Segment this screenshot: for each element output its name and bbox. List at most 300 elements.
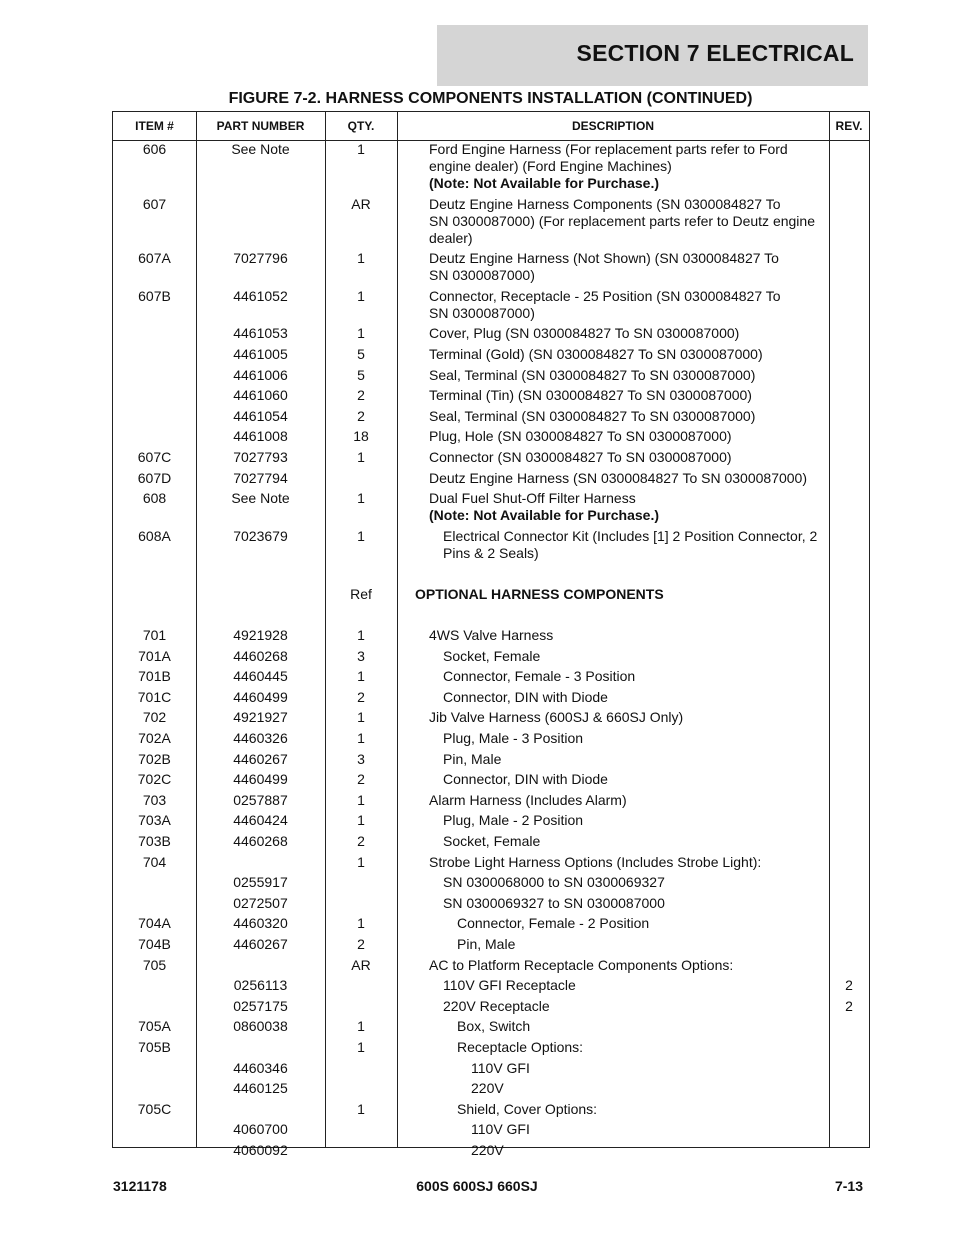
revision <box>829 1142 869 1159</box>
item-number: 608 <box>142 490 167 507</box>
description-line: Pin, Male <box>443 750 502 767</box>
quantity: 1 <box>357 730 365 747</box>
item-number <box>113 565 196 582</box>
table-row <box>113 936 869 953</box>
description <box>397 490 829 524</box>
description-line: OPTIONAL HARNESS COMPONENTS <box>415 585 664 602</box>
part-number <box>196 607 325 624</box>
revision <box>829 874 869 891</box>
table-row <box>113 387 869 404</box>
description <box>397 1121 829 1138</box>
revision <box>829 367 869 384</box>
item-number: 607A <box>138 250 171 267</box>
revision <box>829 141 869 192</box>
item-number: 705 <box>142 956 167 973</box>
quantity <box>325 470 397 487</box>
description-line: engine dealer) (Ford Engine Machines) <box>429 158 672 174</box>
revision <box>829 428 869 445</box>
part-number: 4460499 <box>233 688 288 705</box>
item-number <box>113 1121 196 1138</box>
description-line: Terminal (Tin) (SN 0300084827 To SN 0300087000) <box>429 387 752 404</box>
table-row <box>113 288 869 322</box>
part-number: 4461060 <box>233 387 288 404</box>
quantity: 1 <box>357 1100 365 1117</box>
description-note: (Note: Not Available for Purchase.) <box>429 507 660 524</box>
revision <box>829 833 869 850</box>
item-number: 701A <box>138 647 171 664</box>
part-number: See Note <box>231 490 290 507</box>
revision <box>829 346 869 363</box>
item-number <box>113 874 196 891</box>
quantity <box>325 998 397 1015</box>
description-note: (Note: Not Available for Purchase.) <box>429 175 660 191</box>
revision <box>829 812 869 829</box>
table-row <box>113 771 869 788</box>
quantity: 1 <box>357 527 365 544</box>
revision <box>829 470 869 487</box>
part-number <box>196 1101 325 1118</box>
table-row <box>113 490 869 524</box>
section-title: SECTION 7 ELECTRICAL <box>576 40 854 66</box>
item-number <box>113 428 196 445</box>
table-row <box>113 196 869 247</box>
quantity: 1 <box>357 791 365 808</box>
description-line: 4WS Valve Harness <box>429 627 554 644</box>
item-number: 703A <box>138 812 171 829</box>
description-line: Connector, DIN with Diode <box>443 688 608 705</box>
table-row <box>113 915 869 932</box>
description <box>397 565 829 582</box>
description-line: Plug, Male - 2 Position <box>443 812 584 829</box>
quantity: 1 <box>357 1038 365 1055</box>
table-row <box>113 325 869 342</box>
quantity: 3 <box>357 647 365 664</box>
figure-title: FIGURE 7-2. HARNESS COMPONENTS INSTALLATION (CONTINUED) <box>228 90 753 107</box>
quantity <box>325 1080 397 1097</box>
revision <box>829 1060 869 1077</box>
description-line: dealer) <box>429 229 473 246</box>
item-number <box>113 977 196 994</box>
part-number: 4461052 <box>233 287 288 304</box>
item-number: 701C <box>137 688 172 705</box>
table-row <box>113 1101 869 1118</box>
table-row <box>113 1060 869 1077</box>
item-number <box>113 1080 196 1097</box>
quantity <box>325 1142 397 1159</box>
description-line: Dual Fuel Shut-Off Filter Harness <box>429 490 636 507</box>
description <box>397 627 829 644</box>
quantity: 2 <box>357 771 365 788</box>
item-number <box>113 408 196 425</box>
description <box>397 1101 829 1118</box>
description <box>397 428 829 445</box>
description-line: 110V GFI <box>471 1059 530 1076</box>
description-line: Plug, Male - 3 Position <box>443 730 584 747</box>
parts-table <box>112 111 870 1158</box>
table-row <box>113 751 869 768</box>
revision <box>829 689 869 706</box>
description <box>397 957 829 974</box>
revision <box>829 250 869 284</box>
description <box>397 648 829 665</box>
description <box>397 288 829 322</box>
revision <box>829 607 869 624</box>
table-row <box>113 470 869 487</box>
description-line: Box, Switch <box>457 1018 531 1035</box>
description-line: Connector, DIN with Diode <box>443 771 608 788</box>
quantity: 1 <box>357 325 365 342</box>
table-body <box>113 141 869 1163</box>
revision <box>829 854 869 871</box>
quantity: 1 <box>357 287 365 304</box>
part-number: 4460267 <box>233 936 288 952</box>
description-line: Deutz Engine Harness (Not Shown) (SN 0300084827 To <box>429 250 779 267</box>
part-number: 4461006 <box>233 366 288 383</box>
description-line: Alarm Harness (Includes Alarm) <box>429 791 627 808</box>
description <box>397 977 829 994</box>
quantity <box>325 607 397 624</box>
description-line: Jib Valve Harness (600SJ & 660SJ Only) <box>429 709 684 726</box>
quantity <box>325 895 397 912</box>
item-number <box>113 895 196 912</box>
description-line: Receptacle Options: <box>457 1038 584 1055</box>
item-number <box>113 586 196 603</box>
item-number <box>113 346 196 363</box>
quantity: 2 <box>357 688 365 705</box>
footer-models: 600S 600SJ 660SJ <box>416 1178 538 1194</box>
part-number: 0860038 <box>233 1018 288 1035</box>
description <box>397 586 829 603</box>
revision <box>829 1039 869 1056</box>
table-header <box>113 112 869 141</box>
table-row <box>113 1080 869 1097</box>
description-line: Pins & 2 Seals) <box>443 544 539 561</box>
revision <box>829 1121 869 1138</box>
description <box>397 998 829 1015</box>
quantity: 18 <box>353 428 369 445</box>
description-line: Connector, Receptacle - 25 Position (SN 0300084827 To <box>429 287 781 304</box>
revision <box>829 895 869 912</box>
quantity: 1 <box>357 853 365 870</box>
description <box>397 196 829 247</box>
revision <box>829 1080 869 1097</box>
description-line: SN 0300068000 to SN 0300069327 <box>443 874 665 891</box>
quantity <box>325 565 397 582</box>
part-number <box>196 1039 325 1056</box>
part-number: See Note <box>231 141 290 157</box>
table-row <box>113 668 869 685</box>
part-number: 0272507 <box>233 894 288 911</box>
part-number: 4460125 <box>233 1080 288 1097</box>
table-row <box>113 854 869 871</box>
description-line: SN 0300087000) (For replacement parts refer to Deutz engine <box>429 212 815 229</box>
description <box>397 1060 829 1077</box>
revision: 2 <box>845 977 853 994</box>
quantity: 2 <box>357 833 365 850</box>
description <box>397 895 829 912</box>
item-number: 702 <box>142 709 167 726</box>
description-line <box>429 607 823 624</box>
table-row <box>113 812 869 829</box>
table-row <box>113 528 869 562</box>
description <box>397 771 829 788</box>
quantity <box>325 1060 397 1077</box>
description <box>397 915 829 932</box>
table-row <box>113 998 869 1015</box>
item-number: 705A <box>138 1018 171 1035</box>
item-number: 703 <box>142 791 167 808</box>
description <box>397 854 829 871</box>
revision <box>829 730 869 747</box>
description <box>397 387 829 404</box>
description <box>397 141 829 192</box>
quantity: 1 <box>357 915 365 932</box>
part-number: 4460268 <box>233 647 288 664</box>
revision <box>829 1101 869 1118</box>
description-line: 220V <box>471 1080 504 1097</box>
description <box>397 812 829 829</box>
quantity: 1 <box>357 448 365 465</box>
item-number: 705C <box>137 1100 172 1117</box>
description <box>397 449 829 466</box>
quantity: 2 <box>357 387 365 404</box>
quantity: AR <box>351 195 371 212</box>
quantity: 1 <box>357 812 365 829</box>
table-row <box>113 408 869 425</box>
item-number <box>113 607 196 624</box>
item-number: 607D <box>137 469 172 486</box>
column-header-rev: REV. <box>835 119 863 133</box>
part-number: 7023679 <box>233 527 288 544</box>
quantity <box>325 977 397 994</box>
revision <box>829 586 869 603</box>
item-number: 704A <box>138 915 171 932</box>
revision <box>829 792 869 809</box>
description-line: AC to Platform Receptacle Components Options: <box>429 956 734 973</box>
part-number: 4460499 <box>233 771 288 788</box>
item-number <box>113 1060 196 1077</box>
footer-page-number: 7-13 <box>834 1178 863 1194</box>
table-row <box>113 709 869 726</box>
table-row <box>113 1121 869 1138</box>
table-row <box>113 689 869 706</box>
description <box>397 1018 829 1035</box>
item-number: 704B <box>138 936 171 952</box>
table-row <box>113 607 869 624</box>
item-number <box>113 1142 196 1159</box>
table-row <box>113 1039 869 1056</box>
description-line: Deutz Engine Harness (SN 0300084827 To SN 0300087000) <box>429 469 807 486</box>
description-line: 220V <box>471 1141 504 1158</box>
column-header-qty: QTY. <box>347 119 375 133</box>
description <box>397 408 829 425</box>
table-row <box>113 627 869 644</box>
description <box>397 607 829 624</box>
table-row <box>113 428 869 445</box>
description <box>397 1039 829 1056</box>
part-number: 4460346 <box>233 1059 288 1076</box>
part-number <box>196 957 325 974</box>
description <box>397 470 829 487</box>
column-header-part-number: PART NUMBER <box>216 119 305 133</box>
description <box>397 668 829 685</box>
revision <box>829 709 869 726</box>
section-banner <box>437 25 868 86</box>
revision <box>829 627 869 644</box>
description <box>397 792 829 809</box>
part-number <box>196 196 325 247</box>
item-number: 702C <box>137 771 172 788</box>
item-number <box>113 325 196 342</box>
table-row <box>113 957 869 974</box>
part-number: 4460445 <box>233 668 288 685</box>
item-number: 607B <box>138 287 171 304</box>
revision: 2 <box>845 997 853 1014</box>
part-number: 0257887 <box>233 791 288 808</box>
table-row <box>113 730 869 747</box>
description <box>397 730 829 747</box>
description-line: Shield, Cover Options: <box>457 1100 598 1117</box>
revision <box>829 771 869 788</box>
item-number: 606 <box>142 141 167 157</box>
column-header-item: ITEM # <box>135 119 174 133</box>
quantity: 1 <box>357 627 365 644</box>
item-number: 702A <box>138 730 171 747</box>
revision <box>829 325 869 342</box>
quantity: 2 <box>357 936 365 952</box>
description <box>397 689 829 706</box>
item-number: 703B <box>138 833 171 850</box>
description-line: Electrical Connector Kit (Includes [1] 2 Position Connector, 2 <box>443 527 818 544</box>
quantity: 2 <box>357 407 365 424</box>
item-number: 705B <box>138 1038 171 1055</box>
table-row <box>113 367 869 384</box>
description-line: Connector, Female - 2 Position <box>457 915 650 932</box>
quantity: Ref <box>350 585 372 602</box>
description-line: Socket, Female <box>443 647 541 664</box>
part-number: 4460320 <box>233 915 288 932</box>
revision <box>829 668 869 685</box>
description-line: SN 0300069327 to SN 0300087000 <box>443 894 665 911</box>
revision <box>829 288 869 322</box>
quantity: 3 <box>357 750 365 767</box>
quantity: 1 <box>357 141 365 157</box>
part-number: 4461054 <box>233 407 288 424</box>
table-row <box>113 141 869 192</box>
table-row <box>113 565 869 582</box>
description <box>397 1080 829 1097</box>
revision <box>829 490 869 524</box>
revision <box>829 1018 869 1035</box>
footer-doc-number: 3121178 <box>113 1178 167 1194</box>
item-number: 704 <box>142 853 167 870</box>
description-line: Socket, Female <box>443 833 541 850</box>
revision <box>829 751 869 768</box>
item-number <box>113 998 196 1015</box>
part-number: 4461005 <box>233 345 288 362</box>
description <box>397 346 829 363</box>
description-line: Cover, Plug (SN 0300084827 To SN 0300087000) <box>429 325 740 342</box>
description <box>397 528 829 562</box>
part-number: 0255917 <box>233 874 288 891</box>
part-number: 4921928 <box>233 627 288 644</box>
quantity: 5 <box>357 345 365 362</box>
table-row <box>113 833 869 850</box>
table-row <box>113 1142 869 1159</box>
description <box>397 874 829 891</box>
revision <box>829 957 869 974</box>
description-line: Plug, Hole (SN 0300084827 To SN 0300087000) <box>429 428 732 445</box>
part-number: 4921927 <box>233 709 288 726</box>
item-number <box>113 367 196 384</box>
description <box>397 709 829 726</box>
quantity: 1 <box>357 250 365 267</box>
quantity: 5 <box>357 366 365 383</box>
description-line: SN 0300087000) <box>429 267 535 284</box>
description-line: Connector, Female - 3 Position <box>443 668 636 685</box>
table-row <box>113 895 869 912</box>
part-number: 4060700 <box>233 1121 288 1138</box>
revision <box>829 648 869 665</box>
table-row <box>113 449 869 466</box>
part-number <box>196 854 325 871</box>
quantity: AR <box>351 956 371 973</box>
item-number: 702B <box>138 750 171 767</box>
description <box>397 936 829 953</box>
table-row <box>113 792 869 809</box>
revision <box>829 915 869 932</box>
description-line: Deutz Engine Harness Components (SN 0300084827 To <box>429 195 781 212</box>
description-line: 220V Receptacle <box>443 997 550 1014</box>
column-header-description: DESCRIPTION <box>571 119 654 133</box>
revision <box>829 528 869 562</box>
description-line: Connector (SN 0300084827 To SN 0300087000) <box>429 448 732 465</box>
description <box>397 325 829 342</box>
table-row <box>113 977 869 994</box>
part-number <box>196 565 325 582</box>
table-row <box>113 586 869 603</box>
table-row <box>113 250 869 284</box>
revision <box>829 565 869 582</box>
description-line: Seal, Terminal (SN 0300084827 To SN 0300087000) <box>429 407 756 424</box>
revision <box>829 408 869 425</box>
part-number: 4461053 <box>233 325 288 342</box>
description <box>397 833 829 850</box>
quantity: 1 <box>357 668 365 685</box>
revision <box>829 936 869 953</box>
item-number: 608A <box>138 527 171 544</box>
description-line: Pin, Male <box>457 936 516 952</box>
description-line <box>429 565 823 582</box>
description <box>397 367 829 384</box>
quantity <box>325 1121 397 1138</box>
description-line: Strobe Light Harness Options (Includes Strobe Light): <box>429 853 762 870</box>
description <box>397 1142 829 1159</box>
item-number: 607C <box>137 448 172 465</box>
description-line: 110V GFI Receptacle <box>443 977 576 994</box>
description-line: Seal, Terminal (SN 0300084827 To SN 0300087000) <box>429 366 756 383</box>
part-number: 4461008 <box>233 428 288 445</box>
part-number: 7027796 <box>233 250 288 267</box>
revision <box>829 449 869 466</box>
description-line: SN 0300087000) <box>429 304 535 321</box>
description <box>397 250 829 284</box>
part-number: 7027793 <box>233 448 288 465</box>
part-number: 4460326 <box>233 730 288 747</box>
part-number: 4460424 <box>233 812 288 829</box>
item-number: 701 <box>142 627 167 644</box>
table-row <box>113 1018 869 1035</box>
